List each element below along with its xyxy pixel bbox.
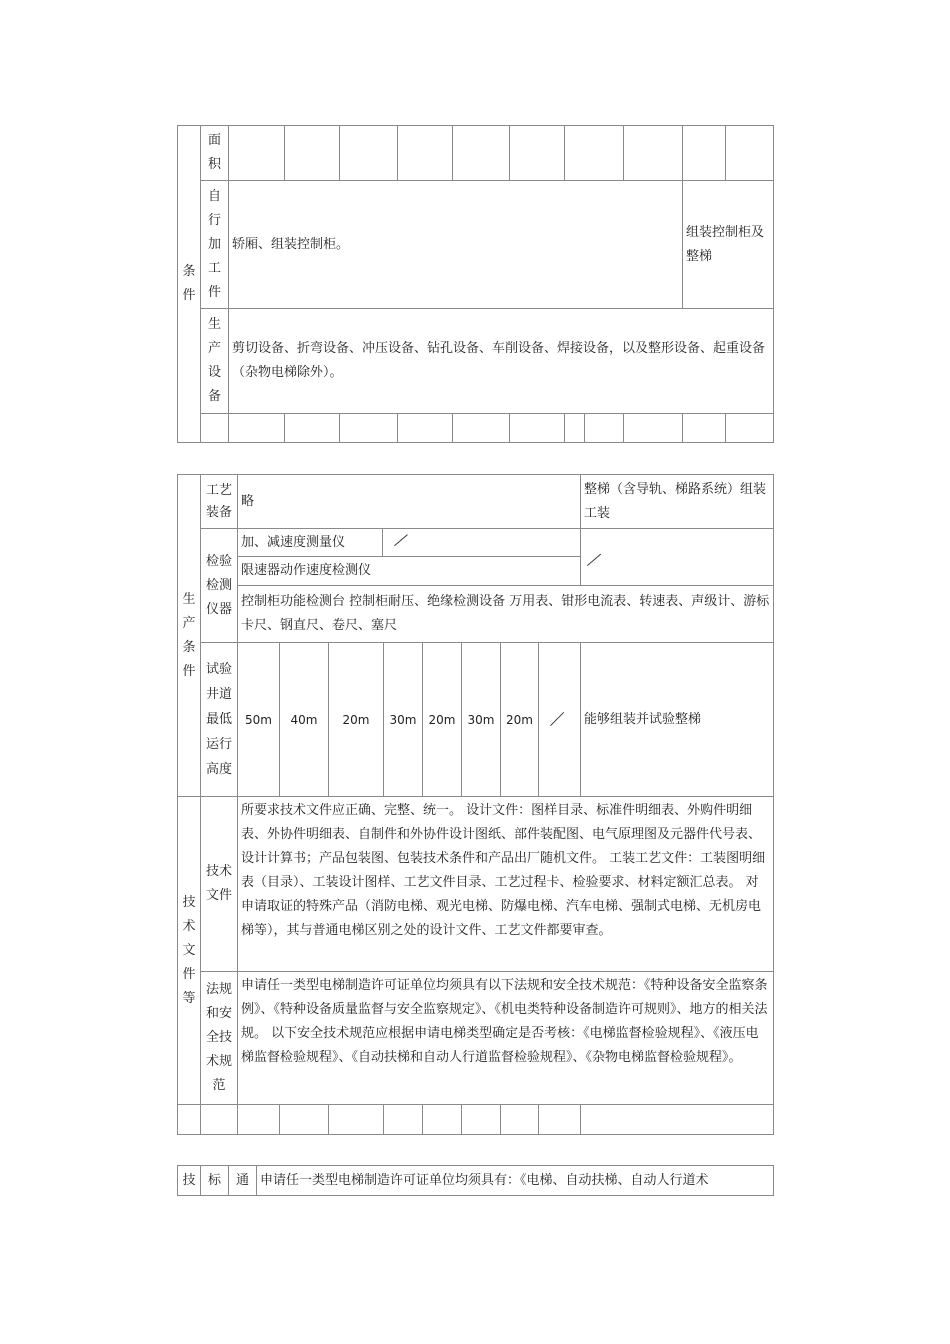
table-cell bbox=[422, 1104, 462, 1135]
table-cell bbox=[509, 125, 565, 181]
table-cell bbox=[200, 413, 229, 443]
row-label-inspection: 检验检测仪器 bbox=[200, 528, 238, 643]
height-cell: 50m bbox=[237, 642, 280, 797]
table-cell bbox=[284, 125, 340, 181]
table-cell bbox=[461, 1104, 501, 1135]
table-cell bbox=[584, 413, 624, 443]
table-cell bbox=[452, 413, 510, 443]
col-3: 通 bbox=[228, 1165, 257, 1196]
shaft-right: 能够组装并试验整梯 bbox=[580, 642, 774, 797]
table-production-tech bbox=[177, 474, 774, 1135]
table-cell bbox=[279, 1104, 329, 1135]
table-cell bbox=[397, 413, 453, 443]
table-cell bbox=[509, 413, 565, 443]
instrument-1: 加、减速度测量仪 bbox=[237, 528, 383, 557]
tooling-right: 整梯（含导轨、梯路系统）组装工装 bbox=[580, 474, 774, 529]
row-label-equipment: 生产设备 bbox=[200, 308, 229, 414]
table-cell bbox=[623, 413, 683, 443]
table-conditions bbox=[177, 125, 774, 443]
row-label-regs: 法规和安全技术规范 bbox=[200, 971, 238, 1105]
height-cell: 20m bbox=[422, 642, 462, 797]
table-cell bbox=[339, 125, 398, 181]
section-label-tech: 技术文件等 bbox=[177, 796, 201, 1105]
table-cell bbox=[500, 1104, 539, 1135]
table-cell bbox=[538, 1104, 581, 1135]
col-1: 技 bbox=[177, 1165, 201, 1196]
table-cell bbox=[564, 125, 624, 181]
slash-mark bbox=[581, 529, 773, 585]
slash-cell bbox=[382, 528, 581, 557]
col-2: 标 bbox=[200, 1165, 229, 1196]
height-cell: 30m bbox=[383, 642, 423, 797]
table-cell bbox=[228, 413, 285, 443]
slash-mark bbox=[383, 529, 580, 556]
instrument-2: 限速器动作速度检测仪 bbox=[237, 556, 581, 586]
row-label-shaft-height: 试验井道最低运行高度 bbox=[200, 642, 238, 797]
row-label-self-process: 自行加工件 bbox=[200, 180, 229, 309]
slash-mark bbox=[539, 643, 580, 796]
slash-cell bbox=[538, 642, 581, 797]
table-cell bbox=[200, 1104, 238, 1135]
self-process-right: 组装控制柜及整梯 bbox=[682, 180, 774, 309]
row-label-tooling: 工艺装备 bbox=[200, 474, 238, 529]
table-cell bbox=[397, 125, 453, 181]
height-cell: 30m bbox=[461, 642, 501, 797]
table-cell bbox=[237, 1104, 280, 1135]
row-label-area: 面积 bbox=[200, 125, 229, 181]
tooling-main: 略 bbox=[237, 474, 581, 529]
slash-cell bbox=[580, 528, 774, 586]
techdoc-text: 所要求技术文件应正确、完整、统一。 设计文件：图样目录、标准件明细表、外购件明细表、外协件明细表、自制件和外协件设计图纸、部件装配图、电气原理图及元器件代号表、设计计算书；产品包装图、包装技术条件和产品出厂随机文件。 工装工艺文件：工装图明细表（目录）、工装设计图样、工艺文件目录、工艺过程卡、检验要求、材料定额汇总表。 对申请取证的特殊产品（消防电梯、观光电梯、防爆电梯、汽车电梯、强制式电梯、无机房电梯等），其与普通电梯区别之处的设计文件、工艺文件都要审查。 bbox=[237, 796, 774, 972]
table-cell bbox=[328, 1104, 384, 1135]
table-cell bbox=[725, 413, 774, 443]
table-cell bbox=[228, 125, 285, 181]
table-cell bbox=[682, 125, 726, 181]
equipment-text: 剪切设备、折弯设备、冲压设备、钻孔设备、车削设备、焊接设备，以及整形设备、起重设备（杂物电梯除外）。 bbox=[228, 308, 774, 414]
table-cell bbox=[452, 125, 510, 181]
section-label-conditions: 条件 bbox=[177, 125, 201, 443]
table-cell bbox=[725, 125, 774, 181]
height-cell: 20m bbox=[328, 642, 384, 797]
section-label-production: 生产条件 bbox=[177, 474, 201, 797]
table-cell bbox=[623, 125, 683, 181]
table-cell bbox=[177, 1104, 201, 1135]
regs-text: 申请任一类型电梯制造许可证单位均须具有以下法规和安全技术规范：《特种设备安全监察条例》、《特种设备质量监督与安全监察规定》、《机电类特种设备制造许可规则》、地方的相关法规。 以下安全技术规范应根据申请电梯类型确定是否考核：《电梯监督检验规程》、《液压电梯监督检验规程》、《自动扶梯和自动人行道监督检验规程》、《杂物电梯监督检验规程》。 bbox=[237, 971, 774, 1105]
table-cell bbox=[564, 413, 585, 443]
row-label-techdoc: 技术文件 bbox=[200, 796, 238, 972]
height-cell: 40m bbox=[279, 642, 329, 797]
instrument-3: 控制柜功能检测台 控制柜耐压、绝缘检测设备 万用表、钳形电流表、转速表、声级计、游标卡尺、钢直尺、卷尺、塞尺 bbox=[237, 585, 774, 643]
table-standards bbox=[177, 1165, 774, 1196]
table-cell bbox=[682, 413, 726, 443]
table-cell bbox=[580, 1104, 774, 1135]
self-process-main: 轿厢、组装控制柜。 bbox=[228, 180, 683, 309]
table-cell bbox=[383, 1104, 423, 1135]
standards-text: 申请任一类型电梯制造许可证单位均须具有：《电梯、自动扶梯、自动人行道术 bbox=[256, 1165, 774, 1196]
table-cell bbox=[284, 413, 340, 443]
table-cell bbox=[339, 413, 398, 443]
height-cell: 20m bbox=[500, 642, 539, 797]
